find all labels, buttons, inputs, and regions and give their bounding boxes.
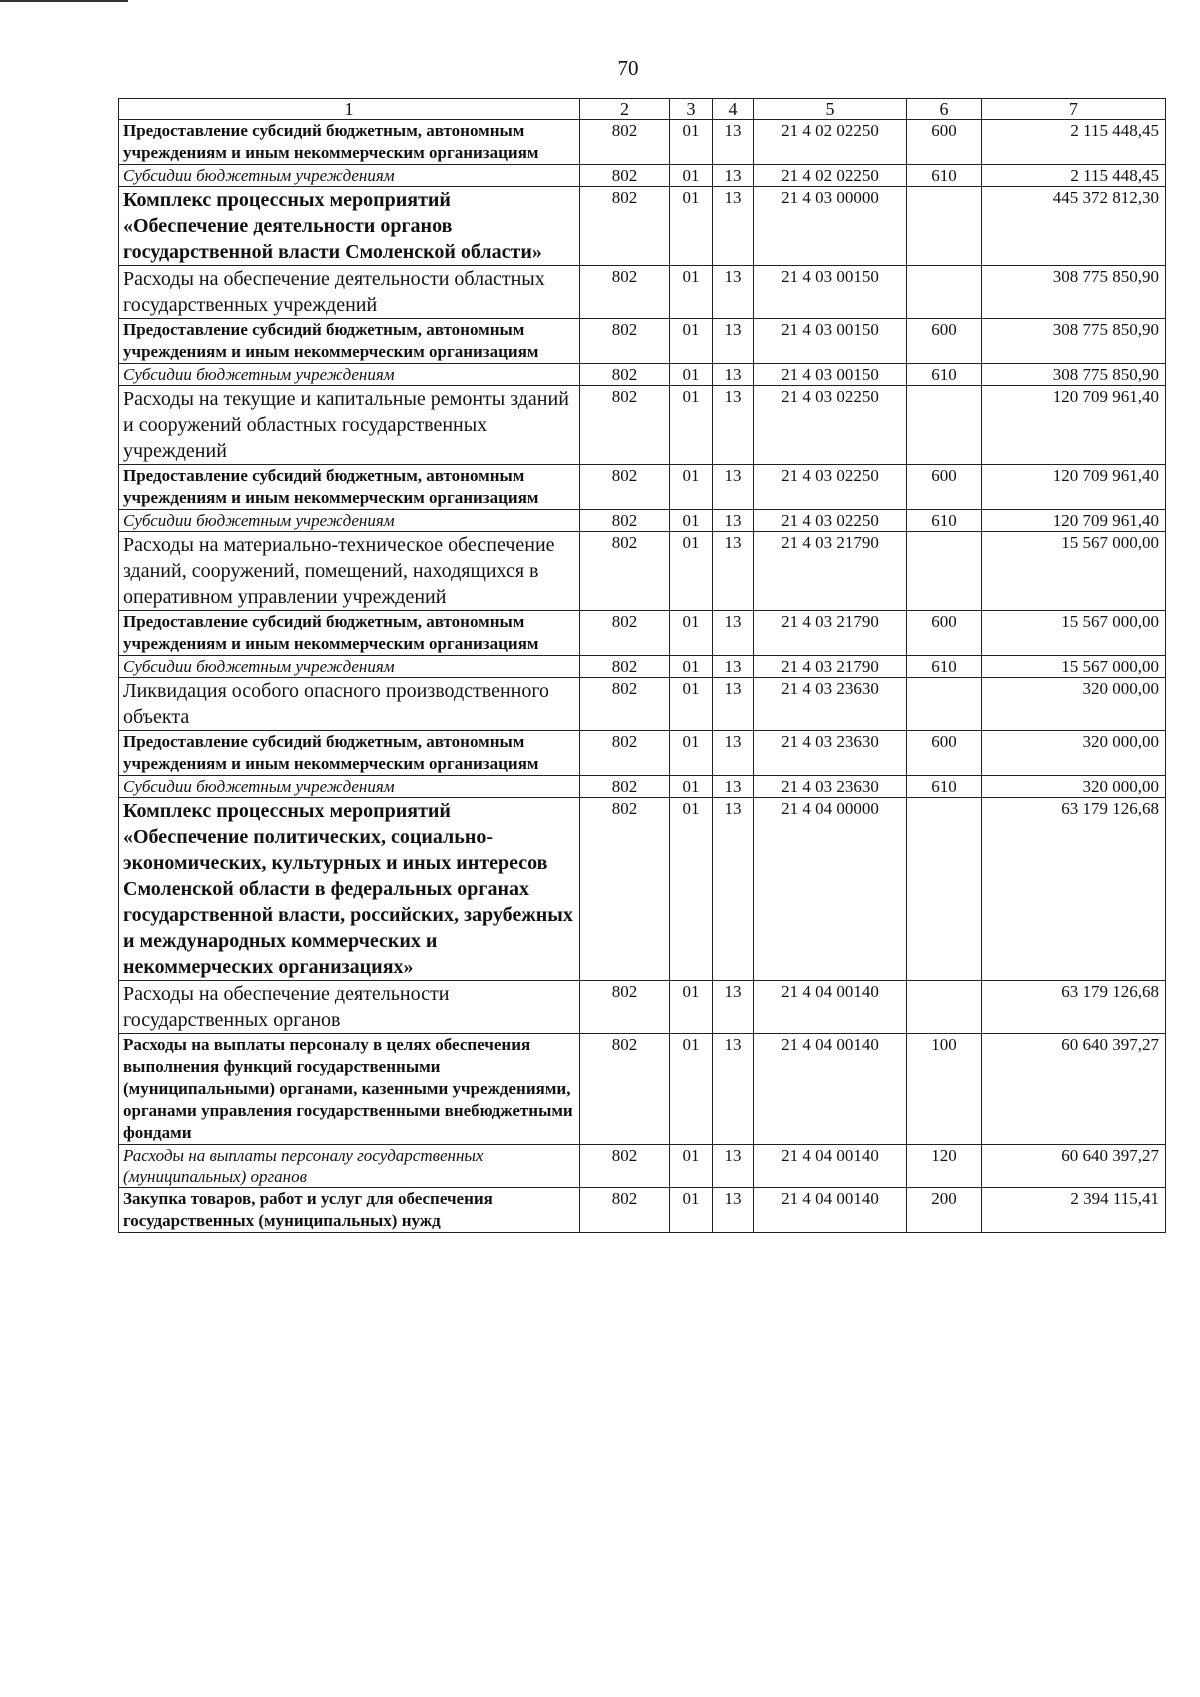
header-cell-1: 1	[119, 99, 580, 120]
cell-section: 01	[670, 510, 713, 532]
cell-expense-type	[907, 386, 982, 465]
cell-amount: 15 567 000,00	[982, 532, 1166, 611]
cell-subsection: 13	[713, 1188, 754, 1233]
cell-amount: 320 000,00	[982, 731, 1166, 776]
cell-target-article: 21 4 03 23630	[754, 678, 907, 731]
cell-expense-type: 600	[907, 611, 982, 656]
row-name: Субсидии бюджетным учреждениям	[119, 776, 580, 798]
cell-amount: 320 000,00	[982, 776, 1166, 798]
row-name: Комплекс процессных мероприятий «Обеспечение деятельности органов государственной власти Смоленской области»	[119, 187, 580, 266]
table-row	[119, 981, 1166, 1034]
table-header-row	[119, 99, 1166, 120]
cell-expense-type: 610	[907, 656, 982, 678]
header-cell-3: 3	[670, 99, 713, 120]
cell-subsection: 13	[713, 1034, 754, 1145]
cell-ministry-code: 802	[580, 678, 670, 731]
cell-expense-type: 610	[907, 776, 982, 798]
table-row	[119, 611, 1166, 656]
cell-amount: 308 775 850,90	[982, 364, 1166, 386]
cell-target-article: 21 4 03 00150	[754, 364, 907, 386]
row-name: Субсидии бюджетным учреждениям	[119, 165, 580, 187]
cell-section: 01	[670, 1188, 713, 1233]
table-row	[119, 1188, 1166, 1233]
cell-expense-type	[907, 798, 982, 981]
cell-section: 01	[670, 1034, 713, 1145]
cell-expense-type	[907, 532, 982, 611]
cell-ministry-code: 802	[580, 656, 670, 678]
cell-expense-type: 100	[907, 1034, 982, 1145]
cell-section: 01	[670, 656, 713, 678]
cell-expense-type: 610	[907, 364, 982, 386]
table-row	[119, 364, 1166, 386]
cell-target-article: 21 4 02 02250	[754, 120, 907, 165]
header-cell-6: 6	[907, 99, 982, 120]
table-row	[119, 798, 1166, 981]
cell-amount: 445 372 812,30	[982, 187, 1166, 266]
cell-amount: 60 640 397,27	[982, 1145, 1166, 1188]
table-row	[119, 1145, 1166, 1188]
cell-expense-type: 600	[907, 120, 982, 165]
table-row	[119, 120, 1166, 165]
corner-rule	[0, 0, 128, 2]
table-row	[119, 731, 1166, 776]
cell-amount: 15 567 000,00	[982, 611, 1166, 656]
table-row	[119, 165, 1166, 187]
row-name: Расходы на обеспечение деятельности государственных органов	[119, 981, 580, 1034]
cell-target-article: 21 4 04 00140	[754, 1034, 907, 1145]
cell-ministry-code: 802	[580, 364, 670, 386]
cell-target-article: 21 4 04 00140	[754, 1145, 907, 1188]
cell-section: 01	[670, 532, 713, 611]
cell-amount: 15 567 000,00	[982, 656, 1166, 678]
cell-subsection: 13	[713, 319, 754, 364]
table-body	[119, 99, 1166, 1233]
table-row	[119, 465, 1166, 510]
cell-ministry-code: 802	[580, 266, 670, 319]
cell-amount: 2 394 115,41	[982, 1188, 1166, 1233]
cell-amount: 308 775 850,90	[982, 266, 1166, 319]
cell-subsection: 13	[713, 611, 754, 656]
row-name: Субсидии бюджетным учреждениям	[119, 656, 580, 678]
table-row	[119, 532, 1166, 611]
cell-expense-type	[907, 981, 982, 1034]
cell-ministry-code: 802	[580, 981, 670, 1034]
cell-expense-type: 610	[907, 165, 982, 187]
cell-expense-type	[907, 266, 982, 319]
cell-section: 01	[670, 364, 713, 386]
table-row	[119, 386, 1166, 465]
row-name: Закупка товаров, работ и услуг для обеспечения государственных (муниципальных) нужд	[119, 1188, 580, 1233]
cell-target-article: 21 4 03 00000	[754, 187, 907, 266]
cell-subsection: 13	[713, 465, 754, 510]
cell-section: 01	[670, 678, 713, 731]
cell-subsection: 13	[713, 510, 754, 532]
header-cell-5: 5	[754, 99, 907, 120]
cell-target-article: 21 4 03 02250	[754, 465, 907, 510]
cell-expense-type: 600	[907, 319, 982, 364]
cell-ministry-code: 802	[580, 532, 670, 611]
cell-target-article: 21 4 03 02250	[754, 386, 907, 465]
row-name: Расходы на текущие и капитальные ремонты зданий и сооружений областных государственных учреждений	[119, 386, 580, 465]
cell-amount: 120 709 961,40	[982, 510, 1166, 532]
table-row	[119, 319, 1166, 364]
budget-table	[118, 98, 1166, 1233]
row-name: Предоставление субсидий бюджетным, автономным учреждениям и иным некоммерческим организациям	[119, 465, 580, 510]
cell-section: 01	[670, 798, 713, 981]
cell-subsection: 13	[713, 731, 754, 776]
cell-section: 01	[670, 187, 713, 266]
cell-subsection: 13	[713, 386, 754, 465]
row-name: Предоставление субсидий бюджетным, автономным учреждениям и иным некоммерческим организациям	[119, 319, 580, 364]
cell-target-article: 21 4 03 23630	[754, 731, 907, 776]
cell-amount: 308 775 850,90	[982, 319, 1166, 364]
cell-amount: 2 115 448,45	[982, 165, 1166, 187]
cell-section: 01	[670, 731, 713, 776]
table-row	[119, 1034, 1166, 1145]
row-name: Расходы на выплаты персоналу в целях обеспечения выполнения функций государственными (муниципальными) органами, казенными учреждениями, органами управления государственными внебюджетными фондами	[119, 1034, 580, 1145]
cell-subsection: 13	[713, 266, 754, 319]
row-name: Предоставление субсидий бюджетным, автономным учреждениям и иным некоммерческим организациям	[119, 731, 580, 776]
cell-subsection: 13	[713, 981, 754, 1034]
row-name: Субсидии бюджетным учреждениям	[119, 364, 580, 386]
cell-target-article: 21 4 04 00140	[754, 981, 907, 1034]
cell-ministry-code: 802	[580, 611, 670, 656]
cell-expense-type	[907, 187, 982, 266]
cell-target-article: 21 4 03 21790	[754, 611, 907, 656]
cell-ministry-code: 802	[580, 319, 670, 364]
cell-section: 01	[670, 165, 713, 187]
cell-expense-type: 120	[907, 1145, 982, 1188]
cell-subsection: 13	[713, 798, 754, 981]
cell-amount: 120 709 961,40	[982, 386, 1166, 465]
cell-subsection: 13	[713, 1145, 754, 1188]
cell-subsection: 13	[713, 187, 754, 266]
row-name: Расходы на выплаты персоналу государственных (муниципальных) органов	[119, 1145, 580, 1188]
cell-target-article: 21 4 03 02250	[754, 510, 907, 532]
header-cell-7: 7	[982, 99, 1166, 120]
cell-expense-type: 600	[907, 465, 982, 510]
cell-amount: 63 179 126,68	[982, 798, 1166, 981]
table-row	[119, 678, 1166, 731]
cell-expense-type: 610	[907, 510, 982, 532]
cell-section: 01	[670, 776, 713, 798]
cell-target-article: 21 4 04 00140	[754, 1188, 907, 1233]
cell-section: 01	[670, 1145, 713, 1188]
cell-section: 01	[670, 465, 713, 510]
header-cell-2: 2	[580, 99, 670, 120]
table-row	[119, 510, 1166, 532]
cell-section: 01	[670, 386, 713, 465]
row-name: Комплекс процессных мероприятий «Обеспечение политических, социально-экономических, культурных и иных интересов Смоленской области в федеральных органах государственной власти, российских, зарубежных и международных коммерческих и некоммерческих организациях»	[119, 798, 580, 981]
cell-ministry-code: 802	[580, 1188, 670, 1233]
cell-ministry-code: 802	[580, 165, 670, 187]
row-name: Субсидии бюджетным учреждениям	[119, 510, 580, 532]
cell-subsection: 13	[713, 364, 754, 386]
cell-subsection: 13	[713, 656, 754, 678]
table-row	[119, 656, 1166, 678]
cell-target-article: 21 4 03 00150	[754, 319, 907, 364]
cell-amount: 2 115 448,45	[982, 120, 1166, 165]
cell-ministry-code: 802	[580, 1034, 670, 1145]
cell-ministry-code: 802	[580, 1145, 670, 1188]
row-name: Расходы на материально-техническое обеспечение зданий, сооружений, помещений, находящихся в оперативном управлении учреждений	[119, 532, 580, 611]
cell-target-article: 21 4 03 23630	[754, 776, 907, 798]
cell-ministry-code: 802	[580, 798, 670, 981]
cell-ministry-code: 802	[580, 120, 670, 165]
cell-section: 01	[670, 981, 713, 1034]
row-name: Ликвидация особого опасного производственного объекта	[119, 678, 580, 731]
cell-target-article: 21 4 04 00000	[754, 798, 907, 981]
cell-section: 01	[670, 611, 713, 656]
table-row	[119, 776, 1166, 798]
row-name: Предоставление субсидий бюджетным, автономным учреждениям и иным некоммерческим организациям	[119, 611, 580, 656]
table-row	[119, 266, 1166, 319]
cell-subsection: 13	[713, 776, 754, 798]
cell-subsection: 13	[713, 532, 754, 611]
cell-section: 01	[670, 120, 713, 165]
cell-expense-type: 600	[907, 731, 982, 776]
cell-amount: 63 179 126,68	[982, 981, 1166, 1034]
cell-ministry-code: 802	[580, 510, 670, 532]
cell-target-article: 21 4 03 00150	[754, 266, 907, 319]
cell-target-article: 21 4 02 02250	[754, 165, 907, 187]
header-cell-4: 4	[713, 99, 754, 120]
cell-ministry-code: 802	[580, 465, 670, 510]
cell-ministry-code: 802	[580, 386, 670, 465]
row-name: Расходы на обеспечение деятельности областных государственных учреждений	[119, 266, 580, 319]
cell-ministry-code: 802	[580, 776, 670, 798]
cell-expense-type	[907, 678, 982, 731]
cell-subsection: 13	[713, 120, 754, 165]
cell-section: 01	[670, 319, 713, 364]
page-number: 70	[617, 56, 639, 80]
cell-target-article: 21 4 03 21790	[754, 656, 907, 678]
cell-section: 01	[670, 266, 713, 319]
cell-subsection: 13	[713, 165, 754, 187]
cell-amount: 120 709 961,40	[982, 465, 1166, 510]
cell-subsection: 13	[713, 678, 754, 731]
cell-expense-type: 200	[907, 1188, 982, 1233]
table-row	[119, 187, 1166, 266]
cell-amount: 320 000,00	[982, 678, 1166, 731]
cell-target-article: 21 4 03 21790	[754, 532, 907, 611]
cell-amount: 60 640 397,27	[982, 1034, 1166, 1145]
cell-ministry-code: 802	[580, 731, 670, 776]
cell-ministry-code: 802	[580, 187, 670, 266]
row-name: Предоставление субсидий бюджетным, автономным учреждениям и иным некоммерческим организациям	[119, 120, 580, 165]
